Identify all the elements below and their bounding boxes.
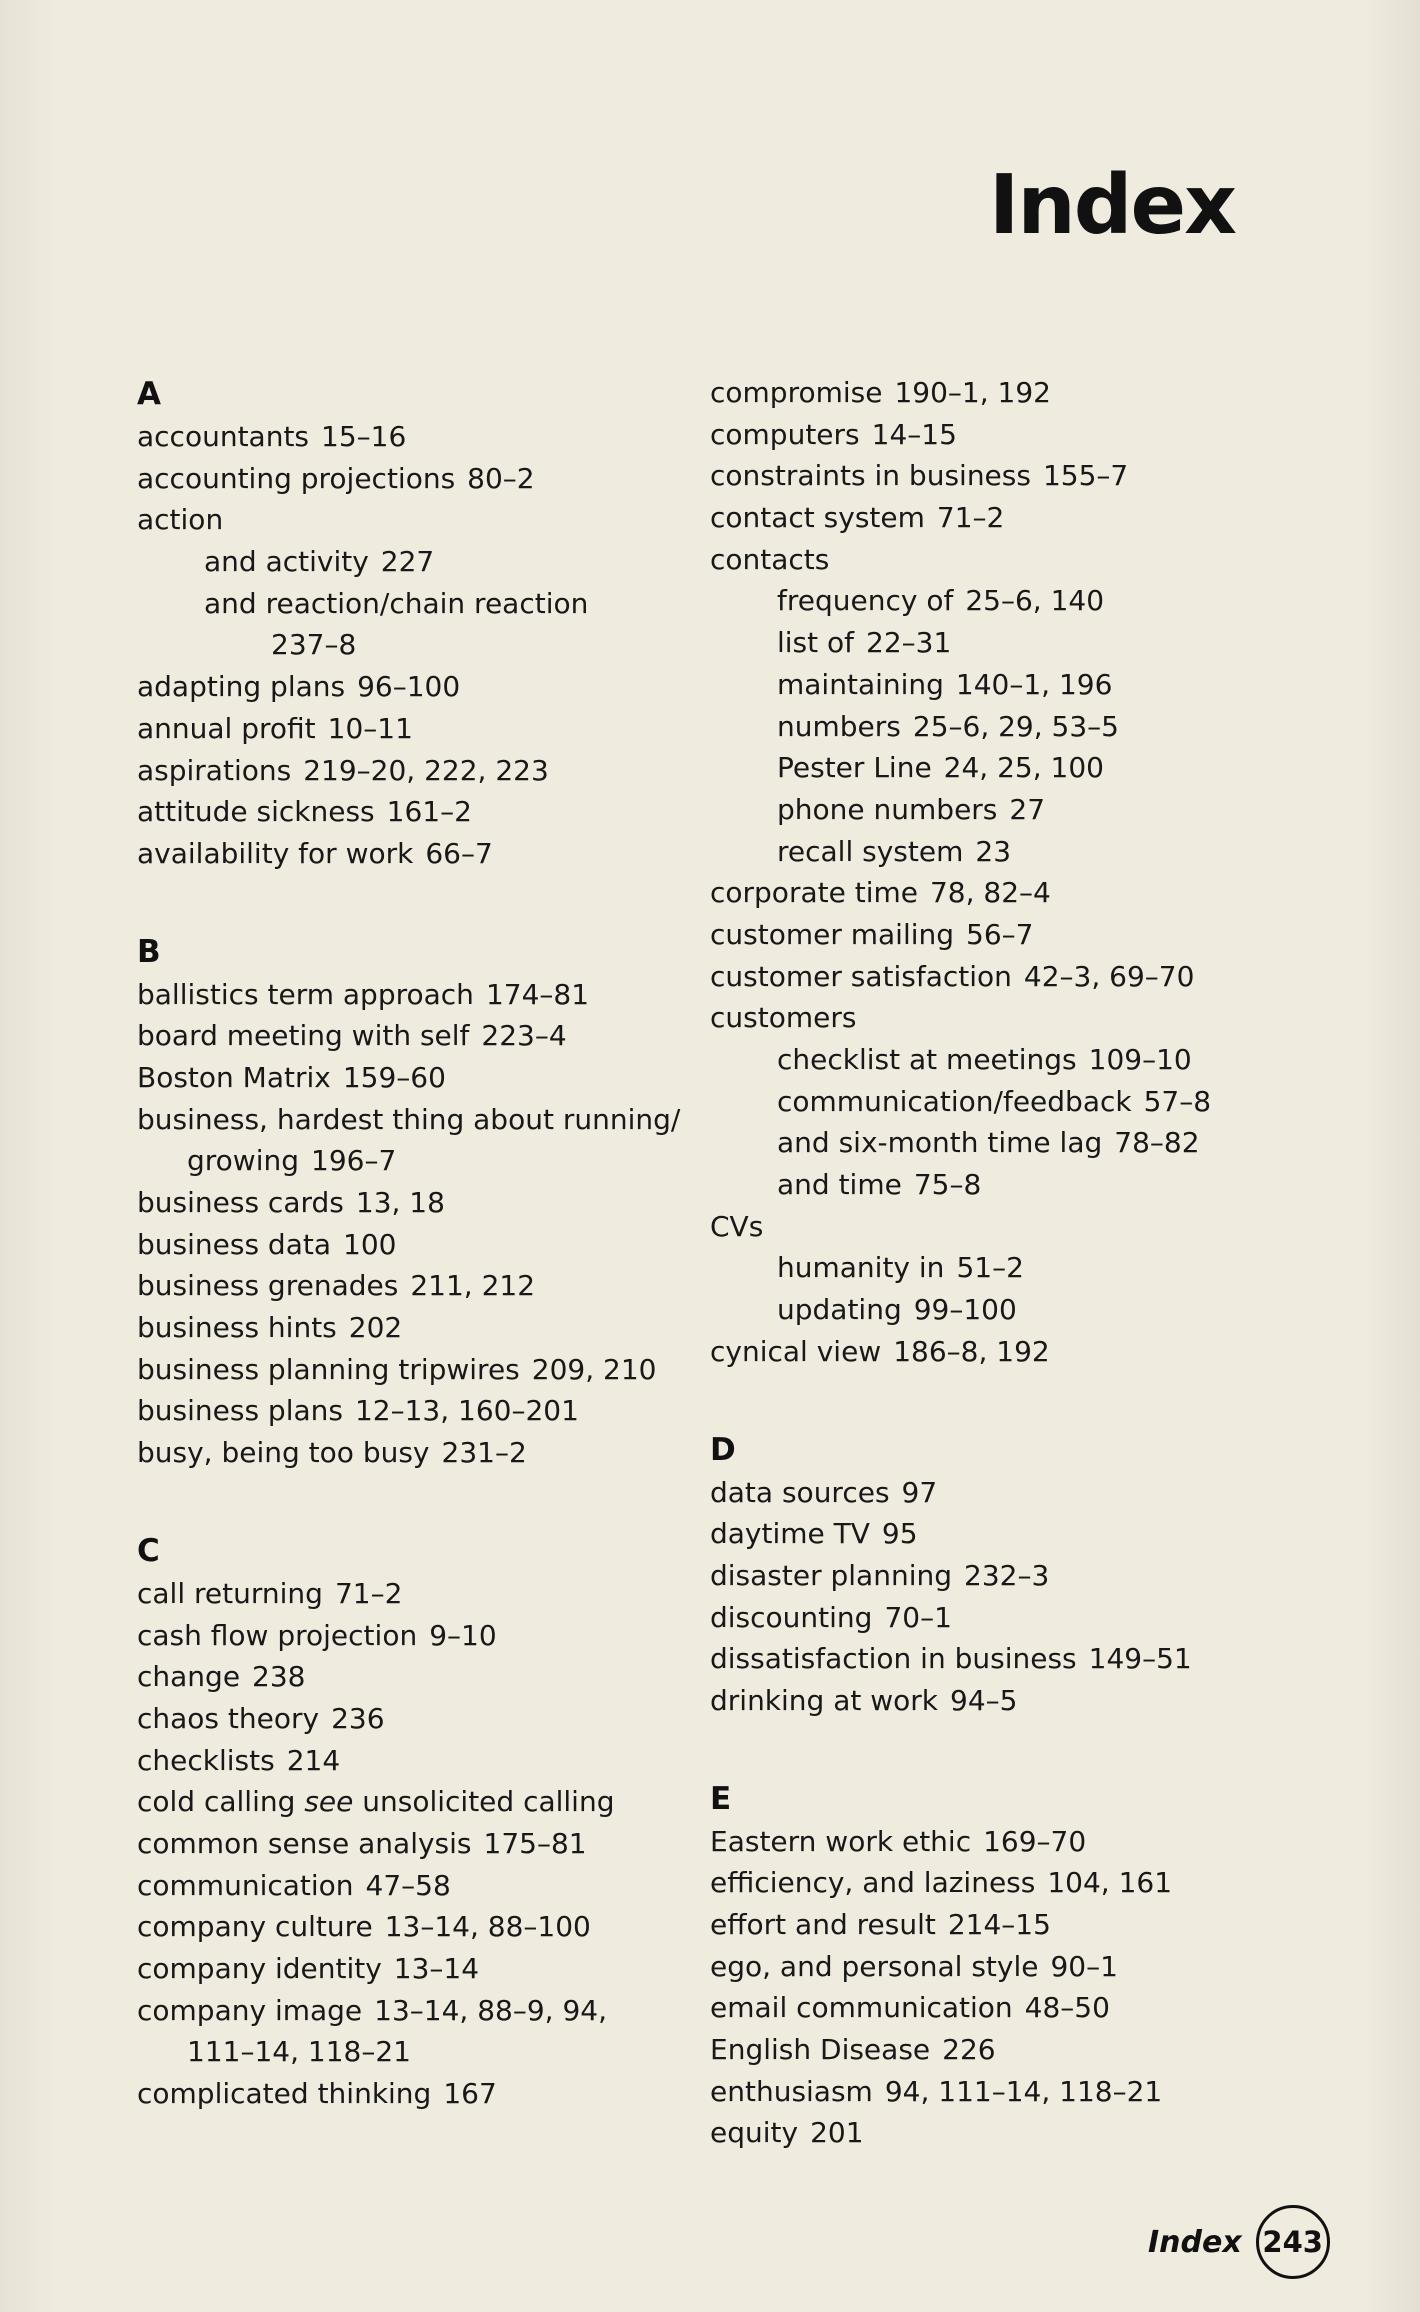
index-entry-cross-reference: cold calling see unsolicited calling — [137, 1785, 615, 1819]
index-entry: contacts — [710, 542, 830, 576]
index-entry: customer mailing 56–7 — [710, 917, 1034, 951]
index-subentry: checklist at meetings 109–10 — [777, 1043, 1192, 1076]
index-entry: attitude sickness 161–2 — [137, 795, 472, 829]
index-entry: checklists 214 — [137, 1743, 341, 1777]
index-subentry: frequency of 25–6, 140 — [777, 584, 1105, 618]
index-entry: board meeting with self 223–4 — [137, 1019, 567, 1053]
index-subentry: updating 99–100 — [777, 1293, 1017, 1327]
index-entry: dissatisfaction in business 149–51 — [710, 1642, 1192, 1676]
index-entry: call returning 71–2 — [137, 1576, 403, 1610]
index-entry: effort and result 214–15 — [710, 1908, 1051, 1941]
index-subentry: numbers 25–6, 29, 53–5 — [777, 709, 1119, 743]
letter-heading-e: E — [710, 1780, 732, 1817]
index-entry: equity 201 — [710, 2116, 864, 2150]
index-subentry: maintaining 140–1, 196 — [777, 667, 1113, 701]
index-column-left — [137, 372, 681, 2115]
index-entry: aspirations 219–20, 222, 223 — [137, 753, 549, 787]
page-title: Index — [988, 158, 1235, 253]
index-entry: common sense analysis 175–81 — [137, 1826, 587, 1860]
see-reference: see — [304, 1785, 354, 1819]
index-entry: company image 13–14, 88–9, 94, — [137, 1993, 608, 2027]
index-entry: English Disease 226 — [710, 2033, 996, 2067]
index-entry: cynical view 186–8, 192 — [710, 1334, 1050, 1368]
index-subentry: Pester Line 24, 25, 100 — [777, 751, 1104, 785]
index-subentry: list of 22–31 — [777, 626, 952, 660]
index-entry: efficiency, and laziness 104, 161 — [710, 1866, 1173, 1900]
page-number-badge: 243 — [1256, 2205, 1330, 2279]
index-entry: data sources 97 — [710, 1475, 938, 1509]
index-entry: ego, and personal style 90–1 — [710, 1949, 1118, 1983]
index-entry: drinking at work 94–5 — [710, 1683, 1018, 1717]
index-subentry: phone numbers 27 — [777, 792, 1046, 826]
index-subentry: communication/feedback 57–8 — [777, 1084, 1212, 1118]
index-entry: accountants 15–16 — [137, 420, 407, 453]
letter-heading-a: A — [137, 376, 161, 412]
index-entry: customer satisfaction 42–3, 69–70 — [710, 959, 1195, 993]
index-entry: Eastern work ethic 169–70 — [710, 1824, 1087, 1858]
index-entry: compromise 190–1, 192 — [710, 376, 1051, 409]
index-entry: corporate time 78, 82–4 — [710, 876, 1051, 910]
index-entry: business planning tripwires 209, 210 — [137, 1352, 657, 1386]
index-entry: ballistics term approach 174–81 — [137, 977, 590, 1011]
index-entry: complicated thinking 167 — [137, 2077, 497, 2111]
index-entry: action — [137, 503, 224, 537]
index-entry-continuation: 111–14, 118–21 — [187, 2035, 411, 2069]
index-entry: chaos theory 236 — [137, 1701, 385, 1735]
index-entry: communication 47–58 — [137, 1868, 451, 1902]
index-entry: constraints in business 155–7 — [710, 459, 1129, 493]
index-subentry: humanity in 51–2 — [777, 1251, 1024, 1285]
index-column-right — [710, 372, 1250, 2154]
index-entry: customers — [710, 1001, 857, 1035]
index-entry-continuation: growing 196–7 — [187, 1144, 397, 1178]
index-entry: Boston Matrix 159–60 — [137, 1060, 446, 1094]
index-entry: business plans 12–13, 160–201 — [137, 1394, 579, 1428]
index-entry: availability for work 66–7 — [137, 836, 493, 870]
index-subentry: and activity 227 — [204, 545, 435, 579]
index-entry: annual profit 10–11 — [137, 711, 413, 745]
index-entry: discounting 70–1 — [710, 1600, 952, 1634]
index-entry: accounting projections 80–2 — [137, 461, 535, 495]
index-entry: business cards 13, 18 — [137, 1186, 445, 1219]
index-subentry-continuation: 237–8 — [271, 628, 357, 662]
page-footer — [1148, 2205, 1330, 2279]
index-entry: business data 100 — [137, 1227, 397, 1261]
index-entry: cash flow projection 9–10 — [137, 1618, 497, 1652]
index-subentry: and six-month time lag 78–82 — [777, 1126, 1200, 1160]
index-entry: business, hardest thing about running/ — [137, 1102, 681, 1136]
index-subentry: and time 75–8 — [777, 1168, 982, 1202]
index-subentry: and reaction/chain reaction — [204, 586, 589, 620]
letter-heading-b: B — [137, 933, 161, 970]
index-entry: computers 14–15 — [710, 417, 957, 451]
index-entry: busy, being too busy 231–2 — [137, 1436, 527, 1470]
letter-heading-d: D — [710, 1431, 736, 1468]
index-subentry: recall system 23 — [777, 834, 1012, 868]
index-entry: daytime TV 95 — [710, 1517, 918, 1551]
footer-section-label: Index — [1148, 2224, 1242, 2260]
index-entry: company culture 13–14, 88–100 — [137, 1910, 591, 1944]
letter-heading-c: C — [137, 1532, 160, 1569]
index-entry: change 238 — [137, 1660, 306, 1694]
index-entry: contact system 71–2 — [710, 501, 1005, 535]
index-entry: email communication 48–50 — [710, 1991, 1110, 2025]
index-entry: company identity 13–14 — [137, 1952, 480, 1985]
index-entry: business grenades 211, 212 — [137, 1269, 536, 1303]
index-entry: disaster planning 232–3 — [710, 1558, 1050, 1592]
index-entry: CVs — [710, 1209, 764, 1243]
index-entry: enthusiasm 94, 111–14, 118–21 — [710, 2074, 1163, 2108]
index-entry: adapting plans 96–100 — [137, 670, 461, 704]
index-entry: business hints 202 — [137, 1311, 403, 1345]
